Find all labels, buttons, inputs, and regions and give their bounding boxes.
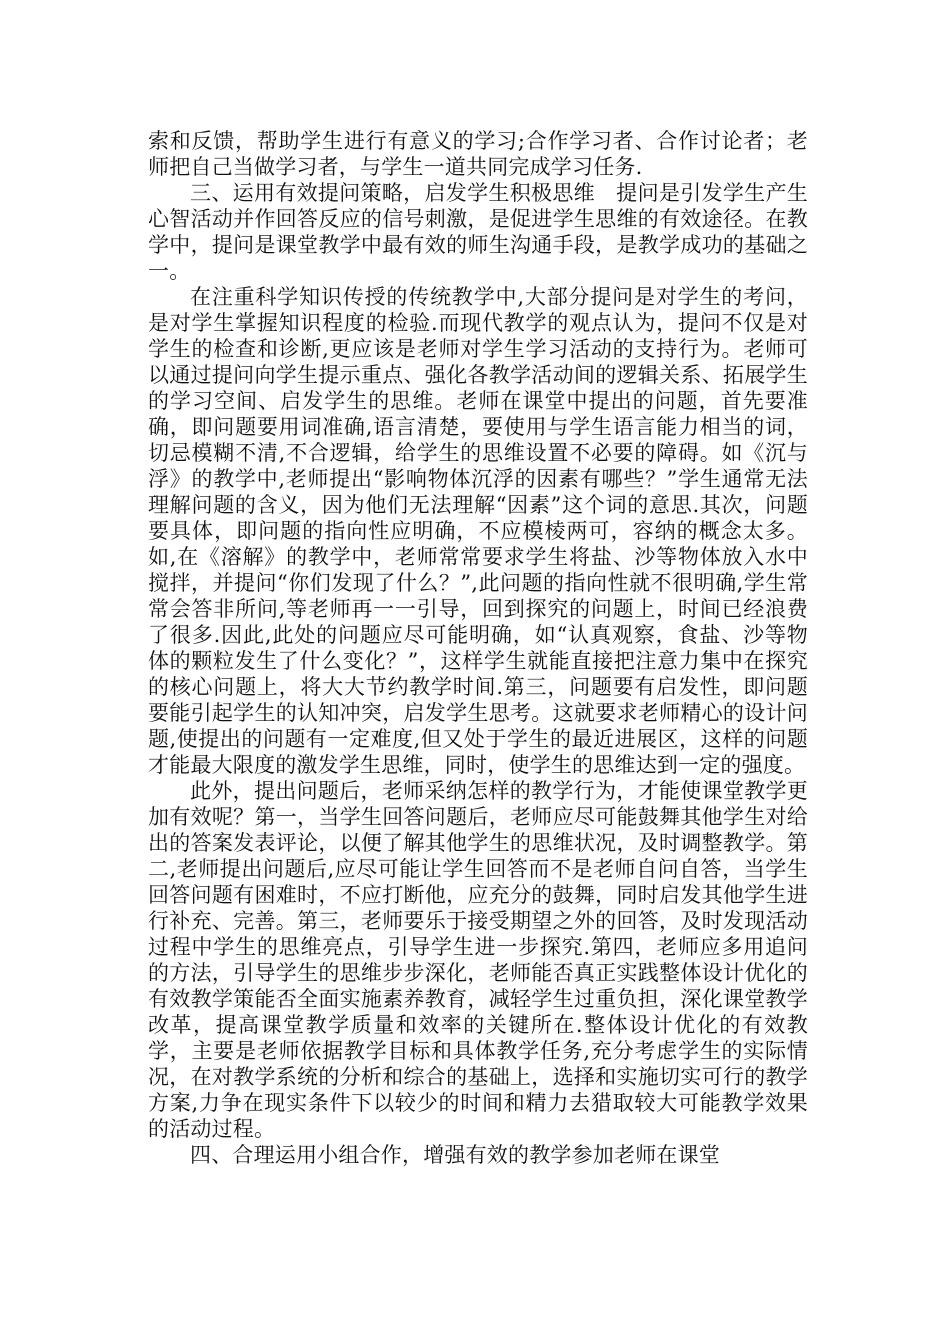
paragraph-questioning-traditional: 在注重科学知识传授的传统教学中,大部分提问是对学生的考问，是对学生掌握知识程度的检验.而现代教学的观点认为，提问不仅是对学生的检查和诊断,更应该是老师对学生学习活动的支持行为。老师可以通过提问向学生提示重点、强化各教学活动间的逻辑关系、拓展学生的学习空间、启发学生的思维。老师在课堂中提出的问题，首先要准确，即问题要用词准确,语言清楚，要使用与学生语言能力相当的词，切忌模糊不清,不合逻辑，给学生的思维设置不必要的障碍。如《沉与浮》的教学中,老师提出“影响物体沉浮的因素有哪些？”学生通常无法理解问题的含义，因为他们无法理解“因素”这个词的意思.其次，问题要具体，即问题的指向性应明确，不应模棱两可，容纳的概念太多。如,在《溶解》的教学中，老师常常要求学生将盐、沙等物体放入水中搅拌，并提问“你们发现了什么？”,此问题的指向性就不很明确,学生常常会答非所问,等老师再一一引导，回到探究的问题上，时间已经浪费了很多.因此,此处的问题应尽可能明确，如“认真观察，食盐、沙等物体的颗粒发生了什么变化？”，这样学生就能直接把注意力集中在探究的核心问题上，将大大节约教学时间.第三，问题要有启发性，即问题要能引起学生的认知冲突，启发学生思考。这就要求老师精心的设计问题,使提出的问题有一定难度,但又处于学生的最近进展区，这样的问题才能最大限度的激发学生思维，同时，使学生的思维达到一定的强度。 <box>148 285 808 777</box>
paragraph-continuation: 索和反馈，帮助学生进行有意义的学习;合作学习者、合作讨论者；老师把自己当做学习者，与学生一道共同完成学习任务. <box>148 129 808 179</box>
paragraph-section-four-heading: 四、合理运用小组合作，增强有效的教学参加老师在课堂 <box>190 1143 720 1167</box>
document-body <box>148 128 808 1168</box>
paragraph-teacher-behavior: 此外，提出问题后，老师采纳怎样的教学行为，才能使课堂教学更加有效呢？第一，当学生回答问题后，老师应尽可能鼓舞其他学生对给出的答案发表评论，以便了解其他学生的思维状况，及时调整教学。第二,老师提出问题后,应尽可能让学生回答而不是老师自问自答，当学生回答问题有困难时，不应打断他，应充分的鼓舞，同时启发其他学生进行补充、完善。第三，老师要乐于接受期望之外的回答，及时发现活动过程中学生的思维亮点，引导学生进一步探究.第四，老师应多用追问的方法，引导学生的思维步步深化，老师能否真正实践整体设计优化的有效教学策能否全面实施素养教育，减轻学生过重负担，深化课堂教学改革，提高课堂教学质量和效率的关键所在.整体设计优化的有效教学，主要是老师依据教学目标和具体教学任务,充分考虑学生的实际情况，在对教学系统的分析和综合的基础上，选择和实施切实可行的教学方案,力争在现实条件下以较少的时间和精力去猎取较大可能教学效果的活动过程。 <box>148 779 808 1141</box>
paragraph-section-three-heading: 三、运用有效提问策略，启发学生积极思维 提问是引发学生产生心智活动并作回答反应的信号刺激，是促进学生思维的有效途径。在教学中，提问是课堂教学中最有效的师生沟通手段，是教学成功的基础之一。 <box>148 181 808 283</box>
